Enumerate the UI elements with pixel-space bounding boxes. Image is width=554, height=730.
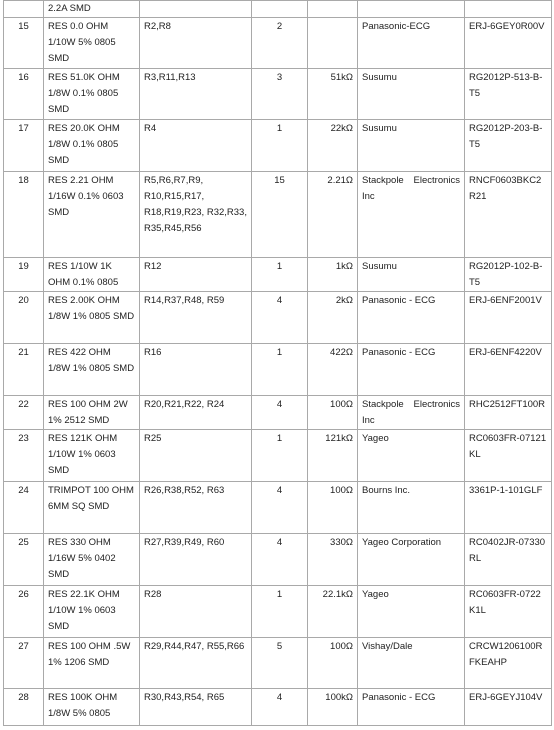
cell-part-number: RG2012P-102-B-T5: [465, 258, 552, 292]
cell-value: [308, 18, 358, 69]
cell-part-number: RNCF0603BKC2R21: [465, 172, 552, 258]
cell-no: 24: [4, 482, 44, 534]
cell-manufacturer: Yageo: [358, 430, 465, 482]
cell-part-number: CRCW1206100RFKEAHP: [465, 638, 552, 689]
cell-reference: R29,R44,R47, R55,R66: [140, 638, 252, 689]
cell-manufacturer: [358, 1, 465, 18]
cell-qty: 3: [252, 69, 308, 120]
cell-value: 1kΩ: [308, 258, 358, 292]
cell-value: 330Ω: [308, 534, 358, 586]
cell-reference: R14,R37,R48, R59: [140, 292, 252, 344]
cell-value: 121kΩ: [308, 430, 358, 482]
table-row: [4, 586, 552, 638]
cell-qty: 4: [252, 534, 308, 586]
cell-value: 100Ω: [308, 396, 358, 430]
cell-qty: 1: [252, 258, 308, 292]
cell-value: 22.1kΩ: [308, 586, 358, 638]
cell-value: 100Ω: [308, 638, 358, 689]
cell-part-number: RG2012P-513-B-T5: [465, 69, 552, 120]
cell-no: 15: [4, 18, 44, 69]
cell-qty: 1: [252, 586, 308, 638]
cell-qty: 15: [252, 172, 308, 258]
cell-description: RES 100K OHM 1/8W 5% 0805: [44, 689, 140, 726]
cell-manufacturer: Stackpole Electronics Inc: [358, 396, 465, 430]
cell-manufacturer: Panasonic - ECG: [358, 689, 465, 726]
cell-no: 20: [4, 292, 44, 344]
cell-reference: R25: [140, 430, 252, 482]
cell-reference: [140, 1, 252, 18]
cell-part-number: RC0402JR-07330RL: [465, 534, 552, 586]
cell-description: TRIMPOT 100 OHM 6MM SQ SMD: [44, 482, 140, 534]
cell-qty: 4: [252, 396, 308, 430]
cell-no: 22: [4, 396, 44, 430]
cell-part-number: 3361P-1-101GLF: [465, 482, 552, 534]
cell-no: 23: [4, 430, 44, 482]
cell-manufacturer: Panasonic - ECG: [358, 344, 465, 396]
cell-description: RES 2.21 OHM 1/16W 0.1% 0603 SMD: [44, 172, 140, 258]
cell-reference: R2,R8: [140, 18, 252, 69]
table-row: [4, 344, 552, 396]
cell-qty: 1: [252, 430, 308, 482]
cell-value: 422Ω: [308, 344, 358, 396]
table-row: [4, 292, 552, 344]
cell-qty: 4: [252, 292, 308, 344]
cell-value: 22kΩ: [308, 120, 358, 172]
cell-reference: R30,R43,R54, R65: [140, 689, 252, 726]
cell-qty: 1: [252, 344, 308, 396]
cell-part-number: [465, 1, 552, 18]
cell-no: 21: [4, 344, 44, 396]
cell-part-number: RHC2512FT100R: [465, 396, 552, 430]
cell-no: 28: [4, 689, 44, 726]
cell-no: 19: [4, 258, 44, 292]
cell-qty: 1: [252, 120, 308, 172]
table-row: [4, 69, 552, 120]
cell-description: RES 20.0K OHM 1/8W 0.1% 0805 SMD: [44, 120, 140, 172]
cell-reference: R26,R38,R52, R63: [140, 482, 252, 534]
cell-reference: R28: [140, 586, 252, 638]
cell-manufacturer: Panasonic - ECG: [358, 292, 465, 344]
cell-part-number: ERJ-6ENF2001V: [465, 292, 552, 344]
cell-manufacturer: Susumu: [358, 120, 465, 172]
cell-no: 25: [4, 534, 44, 586]
table-row: [4, 534, 552, 586]
cell-no: 26: [4, 586, 44, 638]
table-row: [4, 172, 552, 258]
table-row: [4, 482, 552, 534]
cell-value: 100Ω: [308, 482, 358, 534]
table-row: [4, 258, 552, 292]
cell-manufacturer: Panasonic-ECG: [358, 18, 465, 69]
cell-qty: 5: [252, 638, 308, 689]
cell-manufacturer: Yageo: [358, 586, 465, 638]
cell-qty: [252, 1, 308, 18]
table-row: [4, 638, 552, 689]
table-row-fragment: [4, 1, 552, 18]
cell-value: 2.21Ω: [308, 172, 358, 258]
cell-description: 2.2A SMD: [44, 1, 140, 18]
cell-qty: 4: [252, 482, 308, 534]
cell-part-number: ERJ-6GEY0R00V: [465, 18, 552, 69]
cell-part-number: RC0603FR-07121KL: [465, 430, 552, 482]
cell-part-number: RC0603FR-0722K1L: [465, 586, 552, 638]
table-row: [4, 689, 552, 726]
cell-description: RES 100 OHM .5W 1% 1206 SMD: [44, 638, 140, 689]
cell-no: 16: [4, 69, 44, 120]
cell-no: 27: [4, 638, 44, 689]
cell-part-number: RG2012P-203-B-T5: [465, 120, 552, 172]
bom-table-body: [4, 1, 552, 726]
cell-no: 17: [4, 120, 44, 172]
cell-description: RES 330 OHM 1/16W 5% 0402 SMD: [44, 534, 140, 586]
cell-manufacturer: Stackpole Electronics Inc: [358, 172, 465, 258]
cell-description: RES 0.0 OHM 1/10W 5% 0805 SMD: [44, 18, 140, 69]
cell-value: 51kΩ: [308, 69, 358, 120]
cell-description: RES 1/10W 1K OHM 0.1% 0805: [44, 258, 140, 292]
cell-reference: R27,R39,R49, R60: [140, 534, 252, 586]
bom-table: [3, 0, 552, 726]
cell-value: 2kΩ: [308, 292, 358, 344]
cell-reference: R4: [140, 120, 252, 172]
cell-reference: R5,R6,R7,R9, R10,R15,R17, R18,R19,R23, R32,R33, R35,R45,R56: [140, 172, 252, 258]
cell-description: RES 100 OHM 2W 1% 2512 SMD: [44, 396, 140, 430]
cell-no: [4, 1, 44, 18]
cell-value: [308, 1, 358, 18]
table-row: [4, 120, 552, 172]
cell-manufacturer: Susumu: [358, 258, 465, 292]
cell-reference: R20,R21,R22, R24: [140, 396, 252, 430]
cell-no: 18: [4, 172, 44, 258]
table-row: [4, 18, 552, 69]
cell-description: RES 2.00K OHM 1/8W 1% 0805 SMD: [44, 292, 140, 344]
cell-part-number: ERJ-6ENF4220V: [465, 344, 552, 396]
table-row: [4, 396, 552, 430]
cell-qty: 2: [252, 18, 308, 69]
cell-qty: 4: [252, 689, 308, 726]
cell-part-number: ERJ-6GEYJ104V: [465, 689, 552, 726]
cell-reference: R12: [140, 258, 252, 292]
cell-description: RES 51.0K OHM 1/8W 0.1% 0805 SMD: [44, 69, 140, 120]
cell-description: RES 422 OHM 1/8W 1% 0805 SMD: [44, 344, 140, 396]
cell-reference: R16: [140, 344, 252, 396]
table-row: [4, 430, 552, 482]
cell-reference: R3,R11,R13: [140, 69, 252, 120]
cell-manufacturer: Bourns Inc.: [358, 482, 465, 534]
cell-value: 100kΩ: [308, 689, 358, 726]
cell-manufacturer: Vishay/Dale: [358, 638, 465, 689]
cell-description: RES 121K OHM 1/10W 1% 0603 SMD: [44, 430, 140, 482]
cell-manufacturer: Susumu: [358, 69, 465, 120]
cell-description: RES 22.1K OHM 1/10W 1% 0603 SMD: [44, 586, 140, 638]
cell-manufacturer: Yageo Corporation: [358, 534, 465, 586]
